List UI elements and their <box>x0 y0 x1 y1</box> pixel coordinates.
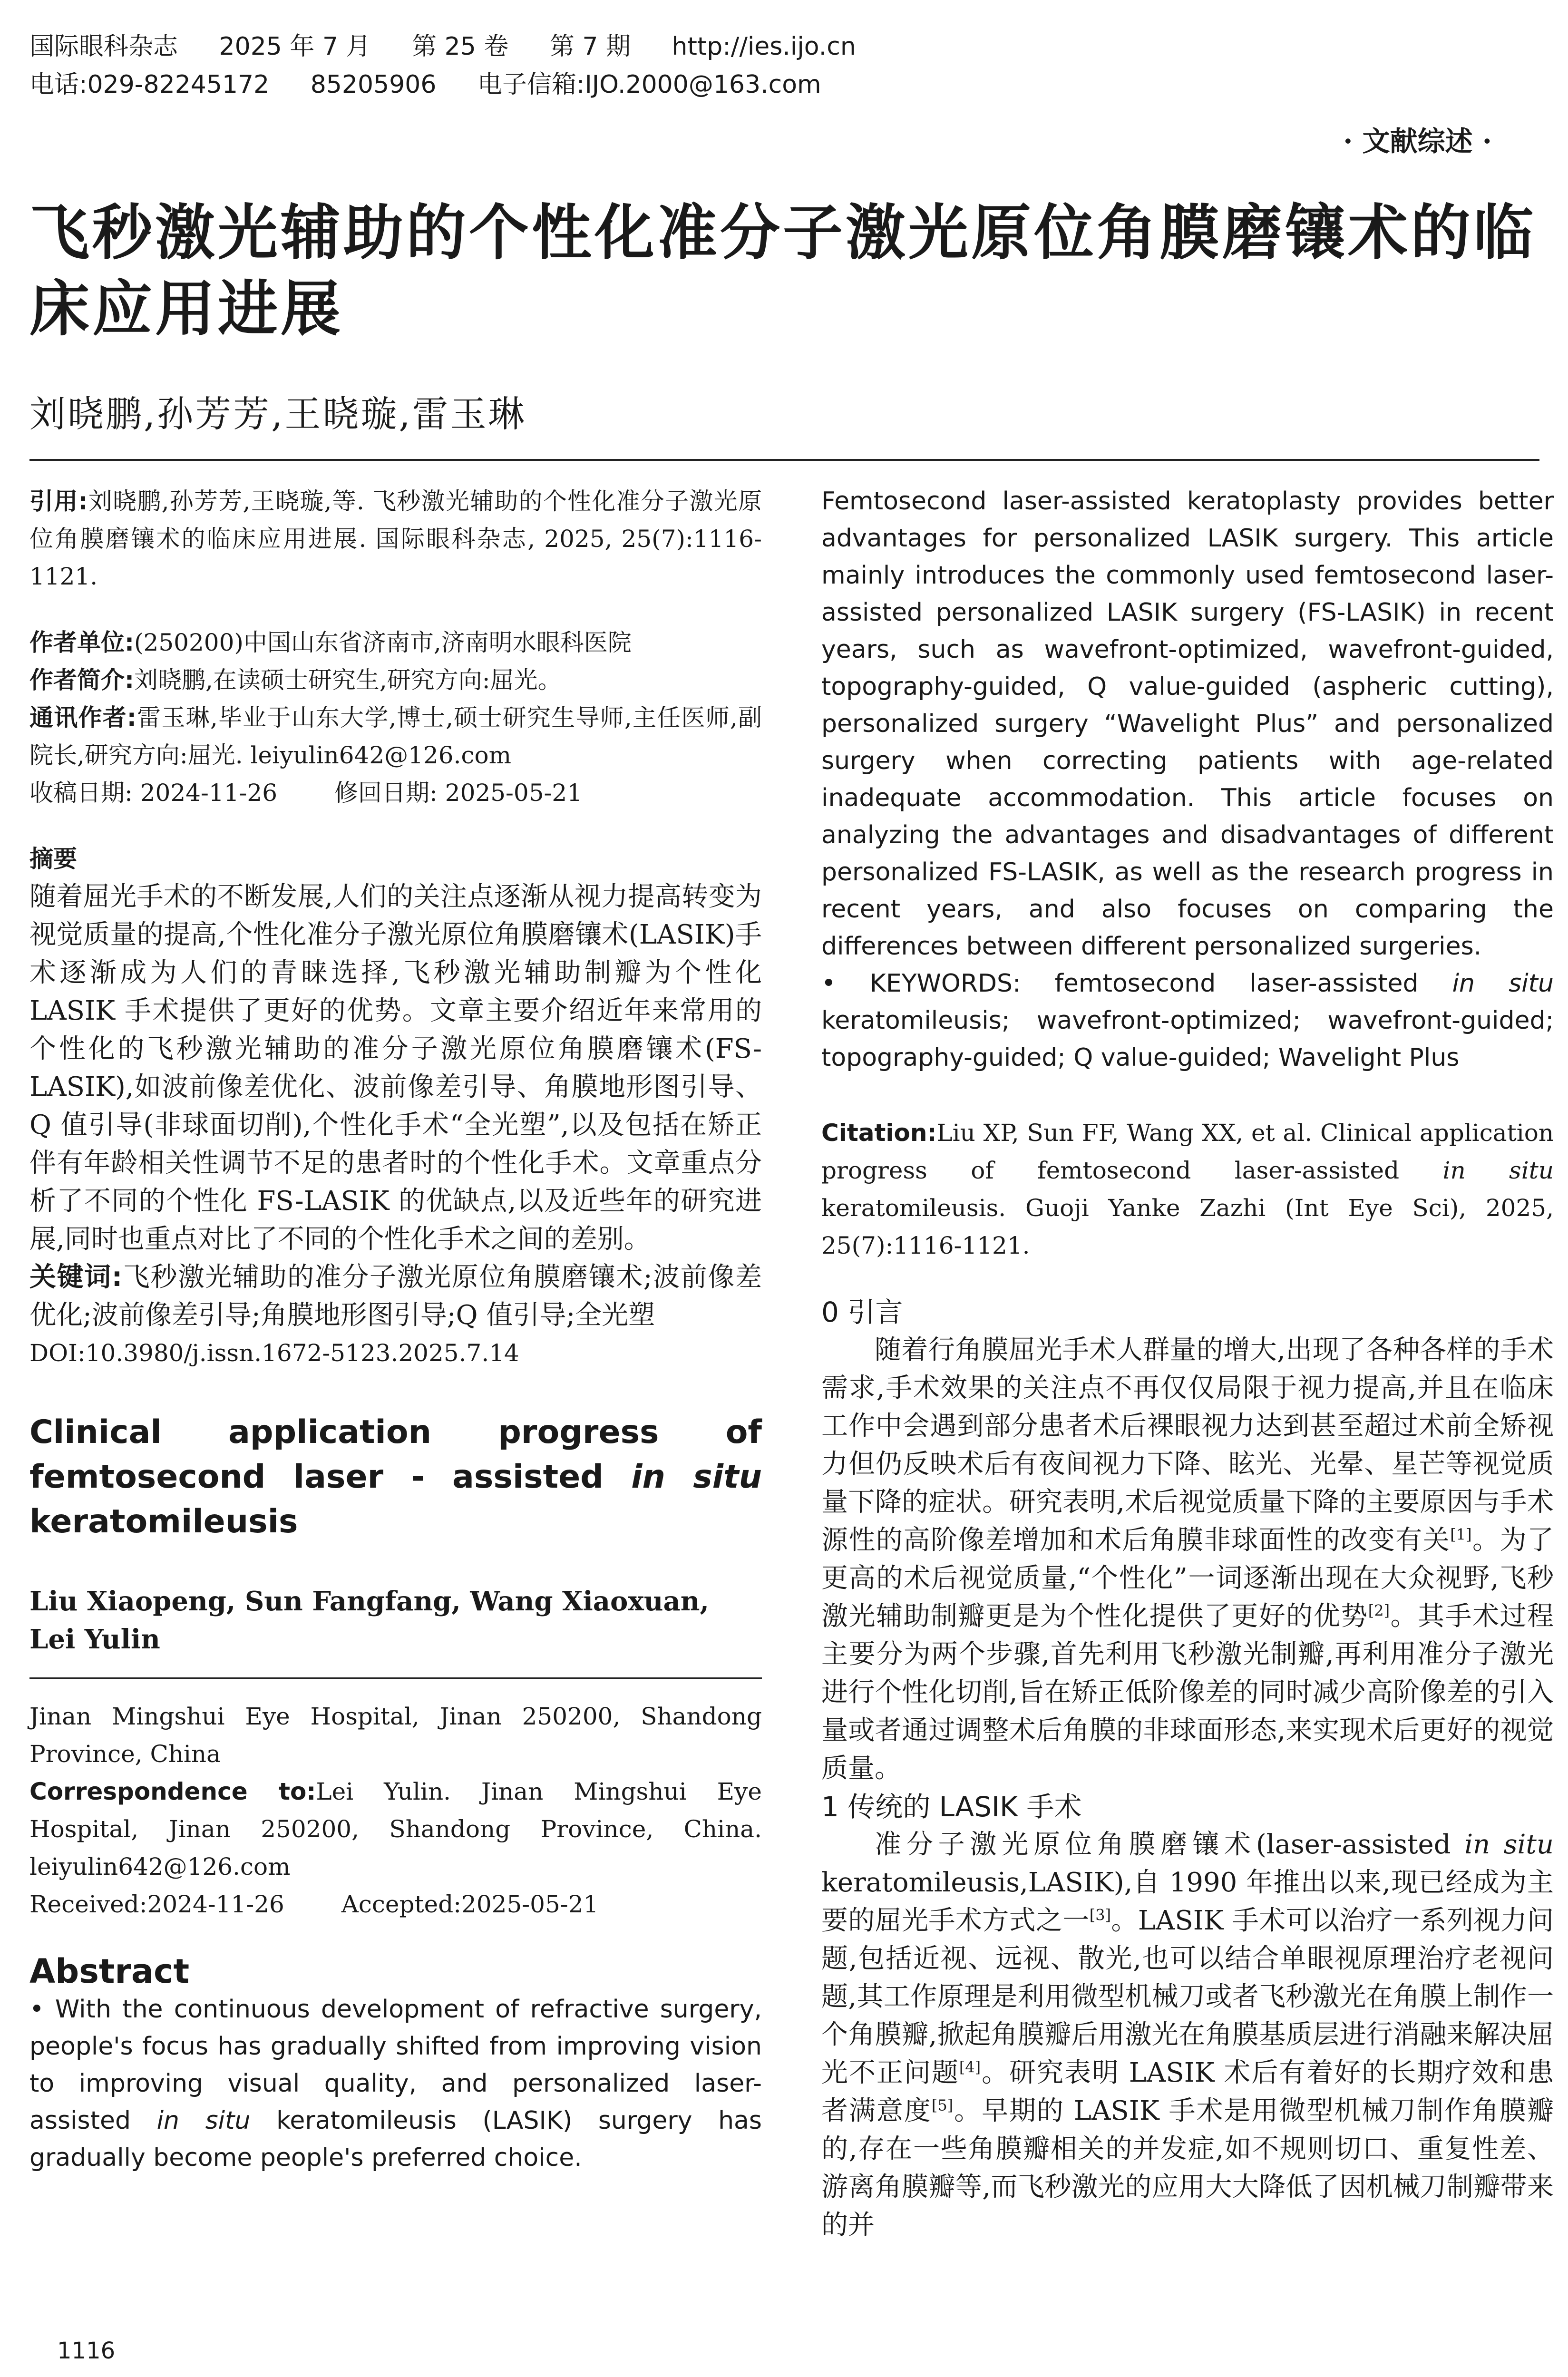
keywords-en: • KEYWORDS: femtosecond laser-assisted in situ keratomileusis; wavefront-optimized; wavefront-guided; topography-guided; Q value-guided; Wavelight Plus <box>821 969 1554 1072</box>
abstract-heading-cn: 摘要 <box>29 845 77 873</box>
abstract-text-en: • With the continuous development of refractive surgery, people's focus has gradually shifted from improving vision to improving visual quality, and personalized laser-assisted in situ keratomileusis (LASIK) surgery has gradually become people's preferred choice. <box>29 1995 762 2172</box>
english-affiliation: Jinan Mingshui Eye Hospital, Jinan 250200, Shandong Province, China <box>29 1703 762 1768</box>
section-1-text: 准分子激光原位角膜磨镶术(laser-assisted in situ keratomileusis,LASIK),自 1990 年推出以来,现已经成为主要的屈光手术方式之一[3]。LASIK 手术可以治疗一系列视力问题,包括近视、远视、散光,也可以结合单眼视原理治疗老视问题,其工作原理是利用微型机械刀或者飞秒激光在角膜上制作一个角膜瓣,掀起角膜瓣后用激光在角膜基质层进行消融来解决屈光不正问题[4]。研究表明 LASIK 术后有着好的长期疗效和患者满意度[5]。早期的 LASIK 手术是用微型机械刀制作角膜瓣的,存在一些角膜瓣相关的并发症,如不规则切口、重复性差、游离角膜瓣等,而飞秒激光的应用大大降低了因机械刀制瓣带来的并 <box>821 1829 1554 2241</box>
citation-en: Citation:Liu XP, Sun FF, Wang XX, et al. Clinical application progress of femtosecond laser-assisted in situ keratomileusis. Guoji Yanke Zazhi (Int Eye Sci), 2025, 25(7):1116-1121. <box>821 1119 1554 1259</box>
correspondence-en: Correspondence to:Lei Yulin. Jinan Mingshui Eye Hospital, Jinan 250200, Shandong Province, China. leiyulin642@126.com <box>29 1778 762 1880</box>
volume: 第 25 卷 <box>412 32 509 61</box>
section-0-text: 随着行角膜屈光手术人群量的增大,出现了各种各样的手术需求,手术效果的关注点不再仅仅局限于视力提高,并且在临床工作中会遇到部分患者术后裸眼视力达到甚至超过术前全矫视力但仍反映术后有夜间视力下降、眩光、光晕、星芒等视觉质量下降的症状。研究表明,术后视觉质量下降的主要原因与手术源性的高阶像差增加和术后角膜非球面性的改变有关[1]。为了更高的术后视觉质量,“个性化”一词逐渐出现在大众视野,飞秒激光辅助制瓣更是为个性化提供了更好的优势[2]。其手术过程主要分为两个步骤,首先利用飞秒激光制瓣,再利用准分子激光进行个性化切削,旨在矫正低阶像差的同时减少高阶像差的引入量或者通过调整术后角膜的非球面形态,来实现术后更好的视觉质量。 <box>821 1335 1554 1784</box>
phone: 电话:029-82245172 <box>29 70 270 99</box>
authors-cn: 刘晓鹏,孙芳芳,王晓璇,雷玉琳 <box>29 393 526 435</box>
doi[interactable]: DOI:10.3980/j.issn.1672-5123.2025.7.14 <box>29 1339 519 1367</box>
title-rule <box>29 459 1539 461</box>
affiliation-cn: 作者单位:(250200)中国山东省济南市,济南明水眼科医院 <box>29 629 632 656</box>
right-column <box>821 483 1554 2244</box>
dates-cn: 收稿日期: 2024-11-26 修回日期: 2025-05-21 <box>29 779 583 807</box>
issue-number: 第 7 期 <box>549 32 631 61</box>
section-0-heading: 0 引言 <box>821 1296 903 1328</box>
english-title: Clinical application progress of femtosecond laser - assisted in situ keratomileusis <box>29 1413 762 1540</box>
abstract-continuation-en: Femtosecond laser-assisted keratoplasty provides better advantages for personalized LASIK surgery. This article mainly introduces the commonly used femtosecond laser-assisted personalized LASIK surgery (FS-LASIK) in recent years, such as wavefront-optimized, wavefront-guided, topography-guided, Q value-guided (aspheric cutting), personalized surgery “Wavelight Plus” and personalized surgery when correcting patients with age-related inadequate accommodation. This article focuses on analyzing the advantages and disadvantages of different personalized FS-LASIK, as well as the research progress in recent years, and also focuses on comparing the differences between different personalized surgeries. <box>821 487 1554 961</box>
dates-en: Received:2024-11-26 Accepted:2025-05-21 <box>29 1890 599 1918</box>
journal-header-line1 <box>29 26 889 62</box>
email[interactable]: 电子信箱:IJO.2000@163.com <box>477 70 821 99</box>
journal-url[interactable]: http://ies.ijo.cn <box>672 32 856 61</box>
abstract-text-cn: 随着屈光手术的不断发展,人们的关注点逐渐从视力提高转变为视觉质量的提高,个性化准分子激光原位角膜磨镶术(LASIK)手术逐渐成为人们的青睐选择,飞秒激光辅助制瓣为个性化 LASIK 手术提供了更好的优势。文章主要介绍近年来常用的个性化的飞秒激光辅助的准分子激光原位角膜磨镶术(FS-LASIK),如波前像差优化、波前像差引导、角膜地形图引导、Q 值引导(非球面切削),个性化手术“全光塑”,以及包括在矫正伴有年龄相关性调节不足的患者时的个性化手术。文章重点分析了不同的个性化 FS-LASIK 的优缺点,以及近些年的研究进展,同时也重点对比了不同的个性化手术之间的差别。 <box>29 881 762 1255</box>
english-authors: Liu Xiaopeng, Sun Fangfang, Wang Xiaoxuan, Lei Yulin <box>29 1586 709 1655</box>
journal-name: 国际眼科杂志 <box>29 32 178 61</box>
citation-cn: 引用:刘晓鹏,孙芳芳,王晓璇,等. 飞秒激光辅助的个性化准分子激光原位角膜磨镶术的临床应用进展. 国际眼科杂志, 2025, 25(7):1116-1121. <box>29 487 762 590</box>
keywords-cn: 关键词:飞秒激光辅助的准分子激光原位角膜磨镶术;波前像差优化;波前像差引导;角膜地形图引导;Q 值引导;全光塑 <box>29 1262 762 1331</box>
journal-header-line2 <box>29 64 855 100</box>
abstract-heading-en: Abstract <box>29 1952 190 1991</box>
section-tag: · 文献综述 · <box>1343 125 1492 157</box>
ref-3[interactable]: [3] <box>1089 1906 1111 1924</box>
phone-ext: 85205906 <box>310 70 437 99</box>
issue-date: 2025 年 7 月 <box>219 32 371 61</box>
ref-5[interactable]: [5] <box>931 2096 954 2114</box>
section-1-heading: 1 传统的 LASIK 手术 <box>821 1791 1082 1823</box>
ref-1[interactable]: [1] <box>1450 1525 1472 1544</box>
ref-4[interactable]: [4] <box>959 2058 981 2076</box>
author-bio: 作者简介:刘晓鹏,在读硕士研究生,研究方向:屈光。 <box>29 666 562 694</box>
left-column <box>29 483 762 2176</box>
corresponding-author: 通讯作者:雷玉琳,毕业于山东大学,博士,硕士研究生导师,主任医师,副院长,研究方向:屈光. leiyulin642@126.com <box>29 704 762 769</box>
ref-2[interactable]: [2] <box>1368 1601 1390 1620</box>
article-title: 飞秒激光辅助的个性化准分子激光原位角膜磨镶术的临床应用进展 <box>29 198 1536 344</box>
page-number: 1116 <box>57 2338 116 2364</box>
